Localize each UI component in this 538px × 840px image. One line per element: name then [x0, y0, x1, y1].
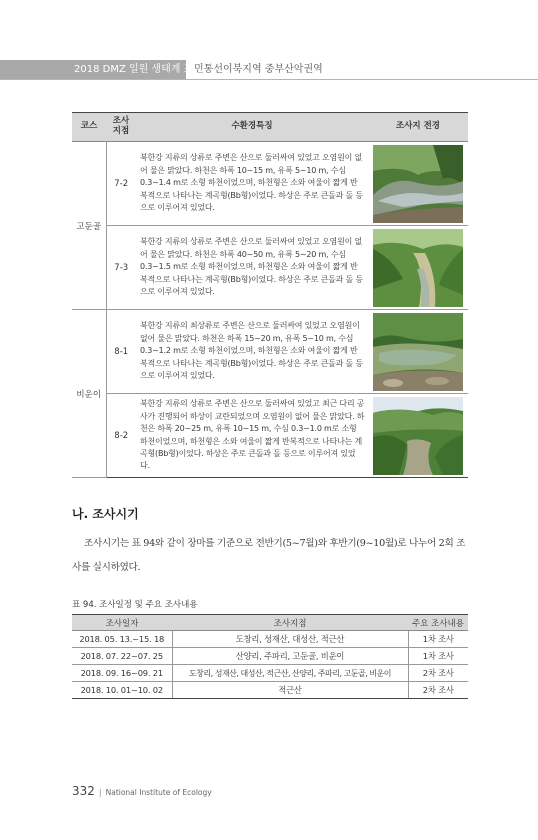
- sites-cell: 적근산: [172, 682, 408, 699]
- table-header-row: [72, 113, 468, 142]
- photo-cell: [368, 142, 468, 226]
- table-row: [72, 648, 468, 665]
- content-cell: 1차 조사: [408, 631, 468, 648]
- description-cell: 북한강 지류의 최상류로 주변은 산으로 둘러싸여 있었고 오염원이 없어 물은 맑았다. 하천은 하폭 15~20 m, 유폭 5~10 m, 수심 0.3~1.2 m로 소형 하천이었으며, 하천형은 소와 여울이 짧게 반복적으로 나타나는 계곡형(Bb형)이었다. 하상은 주로 큰돌과 돌 등으로 이루어져 있었다.: [136, 310, 368, 394]
- date-cell: 2018. 05. 13.~15. 18: [72, 631, 172, 648]
- sites-cell: 산양리, 주파리, 고둔골, 비운이: [172, 648, 408, 665]
- site-photo-8-2: [373, 397, 463, 475]
- col-header-site: 조사 지점: [106, 113, 136, 142]
- col-header-date: 조사일자: [72, 615, 172, 631]
- site-photo-7-2: [373, 145, 463, 223]
- table-row: [72, 682, 468, 699]
- table-caption: 표 94. 조사일정 및 주요 조사내용: [72, 600, 198, 610]
- survey-site-table: [72, 112, 468, 478]
- table-row: [72, 631, 468, 648]
- date-cell: 2018. 09. 16~09. 21: [72, 665, 172, 682]
- photo-cell: [368, 394, 468, 478]
- description-cell: 북한강 지류의 상류로 주변은 산으로 둘러싸여 있었고 오염원이 없어 물은 맑았다. 하천은 하폭 40~50 m, 유폭 5~20 m, 수심 0.3~1.5 m로 소형 하천이었으며, 하천형은 소와 여울이 짧게 반복적으로 나타나는 계곡형(Bb형)이었다. 하상은 주로 큰돌과 돌 등으로 이루어져 있었다.: [136, 226, 368, 310]
- site-cell: 7-2: [106, 142, 136, 226]
- table-row: [72, 394, 468, 478]
- schedule-table: [72, 614, 468, 699]
- photo-cell: [368, 310, 468, 394]
- col-header-content: 주요 조사내용: [408, 615, 468, 631]
- content-cell: 2차 조사: [408, 665, 468, 682]
- site-cell: 8-1: [106, 310, 136, 394]
- footer-institute: National Institute of Ecology: [105, 788, 212, 797]
- description-cell: 북한강 지류의 상류로 주변은 산으로 둘러싸여 있었고 오염원이 없어 물은 맑았다. 하천은 하폭 10~15 m, 유폭 5~10 m, 수심 0.3~1.4 m로 소형 하천이었으며, 하천형은 소와 여울이 짧게 반복적으로 나타나는 계곡형(Bb형)이었다. 하상은 주로 큰돌과 돌 등으로 이루어져 있었다.: [136, 142, 368, 226]
- section-heading: 나. 조사시기: [72, 507, 139, 521]
- course-cell: 비운이: [72, 310, 106, 478]
- body-paragraph: 조사시기는 표 94와 같이 장마를 기준으로 전반기(5~7월)와 후반기(9~10월)로 나누어 2회 조사를 실시하였다.: [72, 538, 466, 573]
- col-header-features: 수환경특징: [136, 113, 368, 142]
- table-row: [72, 310, 468, 394]
- col-header-course: 코스: [72, 113, 106, 142]
- running-header: [0, 60, 538, 80]
- col-header-sites: 조사지점: [172, 615, 408, 631]
- photo-cell: [368, 226, 468, 310]
- date-cell: 2018. 07. 22~07. 25: [72, 648, 172, 665]
- page-footer: [72, 780, 212, 799]
- content-cell: 1차 조사: [408, 648, 468, 665]
- site-cell: 7-3: [106, 226, 136, 310]
- site-photo-8-1: [373, 313, 463, 391]
- header-series-title: 2018 DMZ 일원 생태계 조사: [0, 60, 186, 79]
- course-cell: 고둔골: [72, 142, 106, 310]
- table-row: [72, 142, 468, 226]
- date-cell: 2018. 10. 01~10. 02: [72, 682, 172, 699]
- table-header-row: [72, 615, 468, 631]
- page-number: 332: [72, 784, 95, 798]
- sites-cell: 도창리, 성재산, 대성산, 적근산, 산양리, 주파리, 고둔골, 비운이: [172, 665, 408, 682]
- header-chapter-title: 민통선이북지역 중부산악권역: [194, 64, 323, 75]
- description-cell: 북한강 지류의 상류로 주변은 산으로 둘러싸여 있었고 최근 다리 공사가 진행되어 하상이 교란되었으며 오염원이 없어 물은 맑았다. 하천은 하폭 20~25 m, 유폭 10~15 m, 수심 0.3~1.0 m로 소형 하천이었으며, 하천형은 소와 여울이 짧게 반복적으로 나타나는 계곡형(Bb형)이었다. 하상은 주로 큰돌과 돌 등으로 이루어져 있었다.: [136, 394, 368, 478]
- sites-cell: 도창리, 성재산, 대성산, 적근산: [172, 631, 408, 648]
- content-cell: 2차 조사: [408, 682, 468, 699]
- site-cell: 8-2: [106, 394, 136, 478]
- col-header-photo: 조사지 전경: [368, 113, 468, 142]
- site-photo-7-3: [373, 229, 463, 307]
- table-row: [72, 226, 468, 310]
- table-row: [72, 665, 468, 682]
- footer-separator: |: [98, 788, 102, 797]
